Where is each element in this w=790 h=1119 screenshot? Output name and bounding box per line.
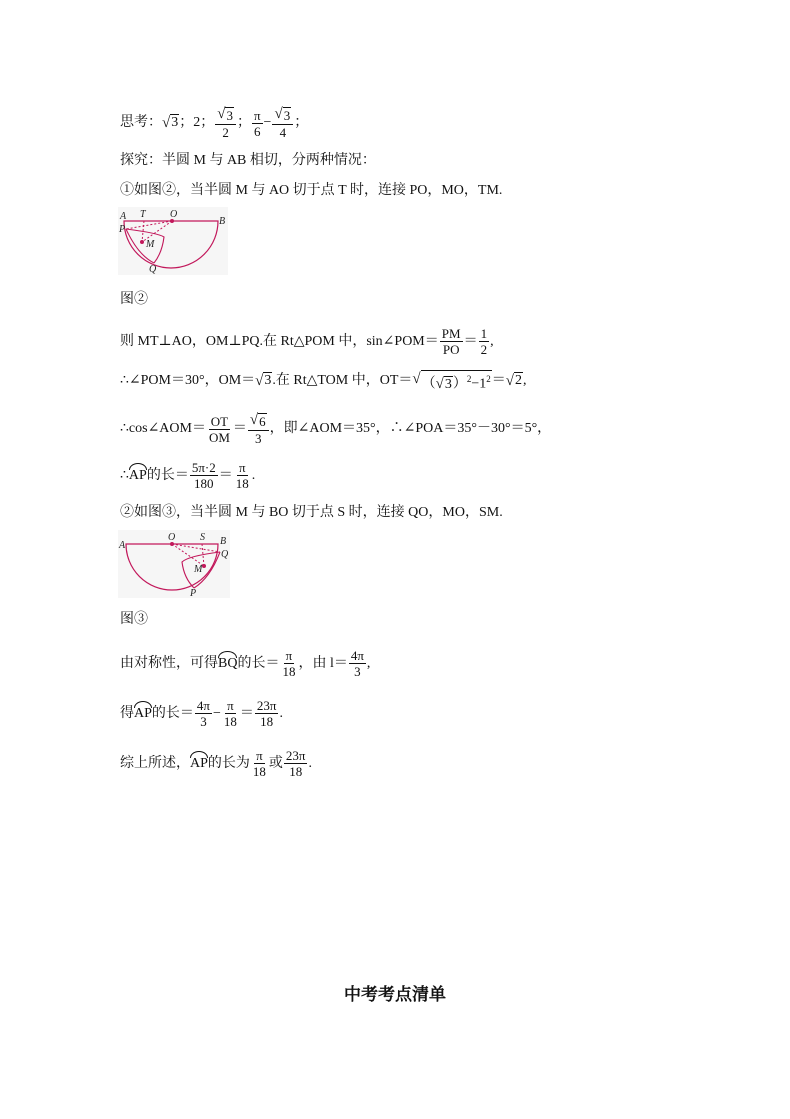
- arc-length-line: ∴ AP 的长＝ $\frac{5\pi\cdot 2}{180}$ ＝ $\frac{\pi}{18}$ .: [120, 460, 256, 491]
- label-P: P: [119, 224, 126, 235]
- explore-line: 探究：半圆 M 与 AB 相切，分两种情况：: [120, 153, 376, 168]
- figure-3: [118, 530, 230, 598]
- label-O: O: [170, 209, 178, 220]
- label-M: M: [194, 564, 203, 575]
- fraction-sqrt3-over-2: √ 3 2: [215, 106, 236, 140]
- label-T: T: [140, 209, 146, 220]
- case1-line: ①如图②，当半圆 M 与 AO 切于点 T 时，连接 PO，MO，TM.: [120, 183, 503, 198]
- label-B: B: [220, 536, 227, 547]
- case2-line: ②如图③，当半圆 M 与 BO 切于点 S 时，连接 QO，MO，SM.: [120, 505, 503, 520]
- figure-2: [118, 207, 228, 275]
- sin-line: 则 MT⊥AO，OM⊥PQ.在 Rt△POM 中，sin∠POM＝ $\frac{PM}{PO}$ ＝ $\frac{1}{2}$ ,: [120, 326, 494, 357]
- label-M: M: [146, 239, 155, 250]
- ot-line: ∴∠POM＝30°，OM＝ √ 3 .在 Rt△TOM 中，OT＝ √ （ √ 3 ）$^2-1^2$ ＝ √ 2 ,: [120, 371, 527, 392]
- section-title: 中考考点清单: [344, 985, 446, 1004]
- label-Q: Q: [149, 264, 157, 275]
- sqrt-3: √ 3: [162, 115, 179, 131]
- fraction-pi-over-6: $\frac{\pi}{6}$: [253, 107, 261, 139]
- label-P: P: [190, 588, 197, 598]
- label-S: S: [200, 532, 205, 543]
- think-prefix: 思考：: [120, 115, 162, 130]
- fraction-sqrt3-over-4: √ 3 4: [272, 106, 293, 140]
- label-B: B: [219, 216, 226, 227]
- label-Q: Q: [221, 549, 229, 560]
- think-line: 思考： √ 3 ； 2 ； √ 3 2 ； $\frac{\pi}{6}$ − √ 3 4 ；: [120, 106, 309, 140]
- symmetry-line: 由对称性，可得 BQ 的长＝ $\frac{\pi}{18}$ ，由 l＝ $\frac{4\pi}{3}$ ,: [120, 648, 371, 679]
- label-A: A: [119, 540, 126, 551]
- figure-3-caption: 图③: [120, 612, 148, 627]
- label-O: O: [168, 532, 176, 543]
- cos-line: ∴cos∠AOM＝ $\frac{OT}{OM}$ ＝ √ 6 3 ，即∠AOM＝35°，∴∠POA＝35°－30°＝5°，: [120, 412, 552, 446]
- figure-2-caption: 图②: [120, 292, 148, 307]
- summary-line: 综上所述， AP 的长为 $\frac{\pi}{18}$ 或 $\frac{23\pi}{18}$ .: [120, 748, 312, 779]
- result-line: 得 AP 的长＝ $\frac{4\pi}{3}$ − $\frac{\pi}{18}$ ＝ $\frac{23\pi}{18}$ .: [120, 698, 283, 729]
- label-A: A: [120, 211, 127, 222]
